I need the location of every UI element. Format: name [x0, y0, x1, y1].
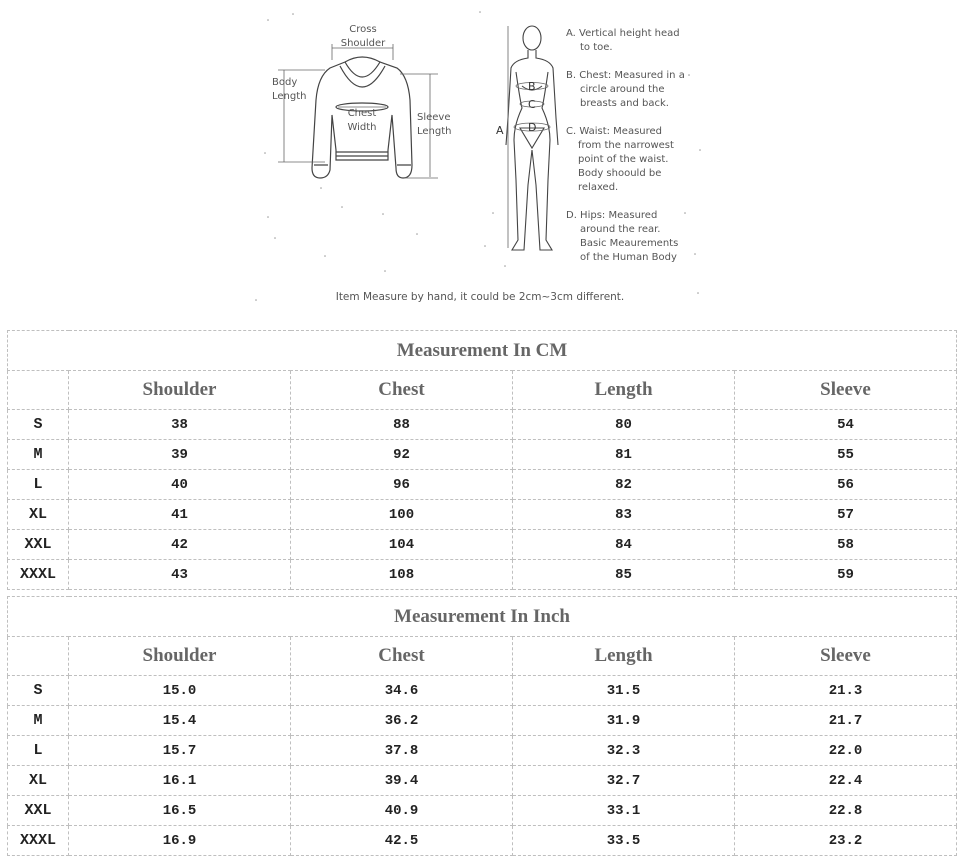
- table-row: [8, 410, 957, 440]
- column-header: Chest: [291, 637, 513, 676]
- sleeve-length-label: Sleeve Length: [417, 112, 452, 137]
- instruction-b: B. Chest: Measured in a circle around the breasts and back.: [566, 70, 685, 109]
- measurement-cell: 22.4: [735, 766, 957, 796]
- measurement-cell: 82: [513, 470, 735, 500]
- measurement-cell: 37.8: [291, 736, 513, 766]
- measurement-cell: 36.2: [291, 706, 513, 736]
- diagram-drawing: [0, 0, 962, 326]
- measurement-cell: 31.9: [513, 706, 735, 736]
- column-header: Chest: [291, 371, 513, 410]
- column-header: Shoulder: [69, 371, 291, 410]
- measurement-cell: 83: [513, 500, 735, 530]
- size-label: XL: [8, 500, 69, 530]
- table-row: [8, 826, 957, 856]
- body-letter-d: D: [528, 121, 537, 134]
- body-letter-b: B: [528, 80, 536, 93]
- body-length-label: Body Length: [272, 77, 307, 102]
- size-label: M: [8, 440, 69, 470]
- table-row: [8, 440, 957, 470]
- column-header: [8, 371, 69, 410]
- measurement-cell: 15.0: [69, 676, 291, 706]
- table-row: [8, 560, 957, 590]
- table-title: Measurement In Inch: [8, 597, 957, 637]
- chest-width-label: Chest Width: [347, 108, 377, 133]
- measurement-cell: 42.5: [291, 826, 513, 856]
- measurement-cell: 23.2: [735, 826, 957, 856]
- measurement-cell: 16.1: [69, 766, 291, 796]
- measurement-cell: 41: [69, 500, 291, 530]
- measurement-cell: 55: [735, 440, 957, 470]
- measurement-cell: 104: [291, 530, 513, 560]
- measurement-cell: 22.0: [735, 736, 957, 766]
- header-row: [8, 637, 957, 676]
- body-illustration: [506, 26, 558, 250]
- cm-size-table: [7, 330, 957, 590]
- measurement-cell: 33.1: [513, 796, 735, 826]
- size-label: XXL: [8, 530, 69, 560]
- table-row: [8, 530, 957, 560]
- size-label: M: [8, 706, 69, 736]
- measurement-cell: 16.9: [69, 826, 291, 856]
- measurement-cell: 59: [735, 560, 957, 590]
- measurement-cell: 100: [291, 500, 513, 530]
- column-header: Length: [513, 637, 735, 676]
- measurement-cell: 85: [513, 560, 735, 590]
- measurement-cell: 84: [513, 530, 735, 560]
- table-row: [8, 470, 957, 500]
- measurement-cell: 32.7: [513, 766, 735, 796]
- column-header: Sleeve: [735, 371, 957, 410]
- measurement-cell: 32.3: [513, 736, 735, 766]
- instruction-c: C. Waist: Measured from the narrowest point of the waist. Body shoould be relaxed.: [566, 126, 674, 193]
- table-row: [8, 676, 957, 706]
- measurement-cell: 57: [735, 500, 957, 530]
- measure-note: Item Measure by hand, it could be 2cm~3cm different.: [335, 291, 625, 303]
- column-header: Shoulder: [69, 637, 291, 676]
- measurement-cell: 81: [513, 440, 735, 470]
- header-row: [8, 371, 957, 410]
- table-row: [8, 796, 957, 826]
- measurement-cell: 43: [69, 560, 291, 590]
- measurement-cell: 56: [735, 470, 957, 500]
- table-row: [8, 766, 957, 796]
- table-title: Measurement In CM: [8, 331, 957, 371]
- measurement-cell: 40.9: [291, 796, 513, 826]
- measurement-cell: 108: [291, 560, 513, 590]
- inch-size-table: [7, 596, 957, 856]
- body-letter-c: C: [528, 98, 536, 111]
- instruction-a: A. Vertical height head to toe.: [566, 28, 680, 53]
- measurement-cell: 31.5: [513, 676, 735, 706]
- size-label: XXL: [8, 796, 69, 826]
- body-letter-a: A: [496, 124, 504, 137]
- table-row: [8, 500, 957, 530]
- table-row: [8, 736, 957, 766]
- size-label: L: [8, 470, 69, 500]
- measurement-cell: 88: [291, 410, 513, 440]
- measurement-cell: 54: [735, 410, 957, 440]
- column-header: [8, 637, 69, 676]
- measurement-cell: 16.5: [69, 796, 291, 826]
- size-label: XXXL: [8, 826, 69, 856]
- measurement-cell: 34.6: [291, 676, 513, 706]
- cross-shoulder-label: Cross Shoulder: [340, 24, 386, 49]
- column-header: Sleeve: [735, 637, 957, 676]
- size-label: XL: [8, 766, 69, 796]
- measurement-cell: 22.8: [735, 796, 957, 826]
- measurement-cell: 21.7: [735, 706, 957, 736]
- measurement-cell: 39.4: [291, 766, 513, 796]
- measurement-cell: 58: [735, 530, 957, 560]
- instruction-d: D. Hips: Measured around the rear. Basic Meaurements of the Human Body: [566, 210, 679, 263]
- measurement-cell: 33.5: [513, 826, 735, 856]
- measurement-cell: 40: [69, 470, 291, 500]
- measurement-cell: 21.3: [735, 676, 957, 706]
- measurement-diagram: [0, 0, 962, 326]
- measurement-cell: 80: [513, 410, 735, 440]
- measurement-cell: 42: [69, 530, 291, 560]
- size-label: S: [8, 410, 69, 440]
- measurement-cell: 15.4: [69, 706, 291, 736]
- size-label: XXXL: [8, 560, 69, 590]
- measurement-cell: 39: [69, 440, 291, 470]
- column-header: Length: [513, 371, 735, 410]
- measurement-cell: 92: [291, 440, 513, 470]
- measurement-cell: 38: [69, 410, 291, 440]
- measurement-cell: 96: [291, 470, 513, 500]
- table-row: [8, 706, 957, 736]
- size-label: S: [8, 676, 69, 706]
- measurement-cell: 15.7: [69, 736, 291, 766]
- size-label: L: [8, 736, 69, 766]
